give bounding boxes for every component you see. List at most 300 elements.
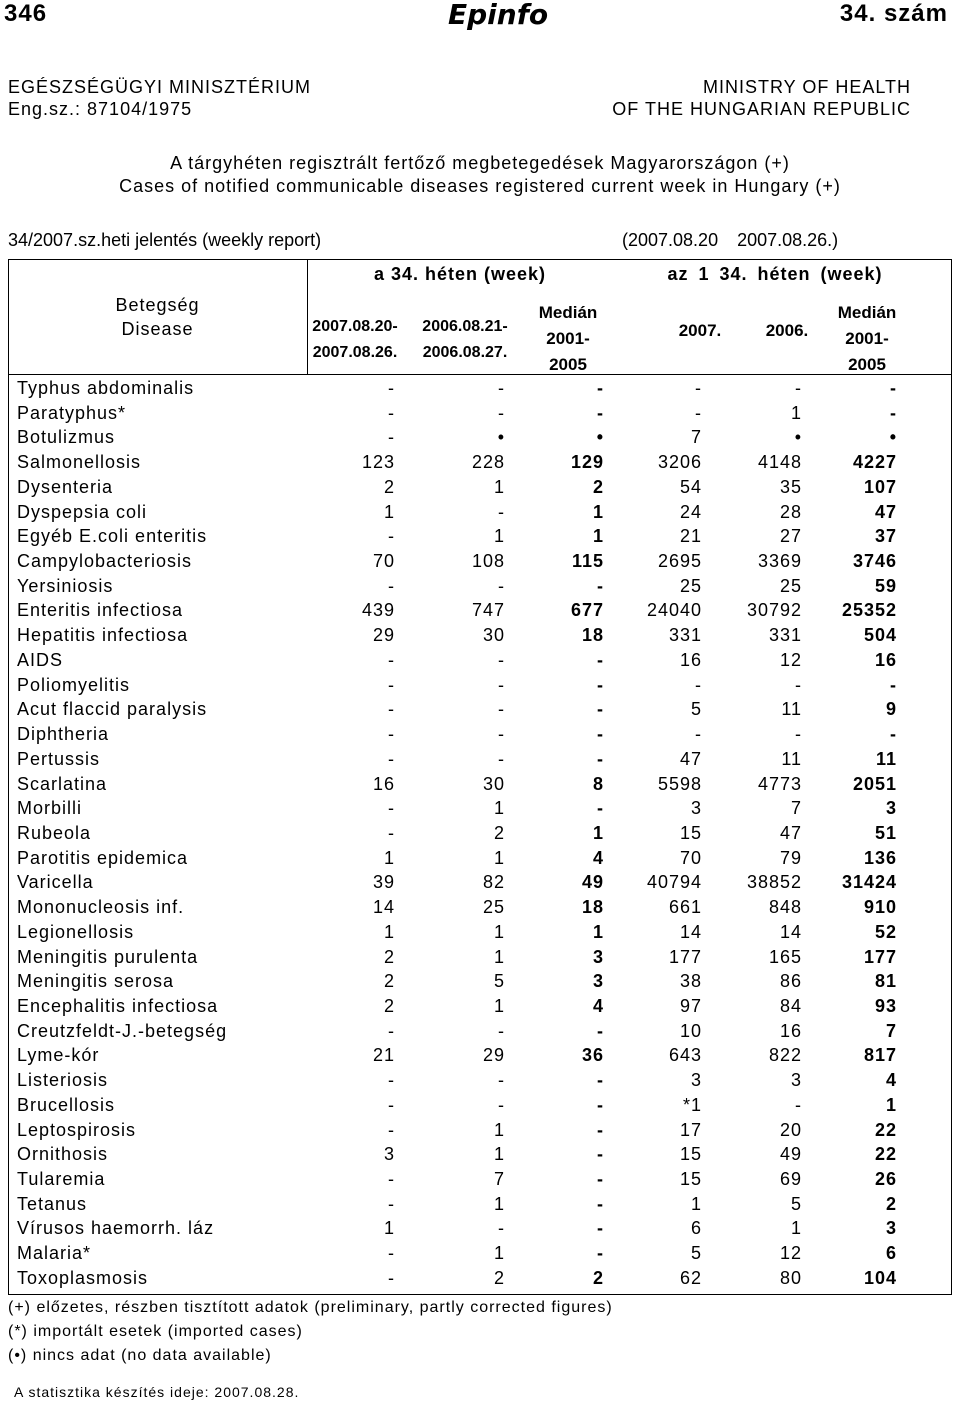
table-row [0, 922, 960, 947]
week-median-cell: - [597, 1218, 604, 1239]
cumulative-2007-cell: 3 [690, 798, 702, 819]
cumulative-median-cell: 26 [874, 1169, 897, 1190]
cumulative-median-cell: 2 [885, 1193, 897, 1214]
week-2007-cell: 21 [372, 1045, 395, 1066]
cumulative-median-cell: - [890, 724, 897, 745]
week-2006-cell: - [498, 1094, 505, 1115]
table-row [0, 1045, 960, 1070]
week-2006-cell: 1 [493, 1193, 505, 1214]
week-2006-cell: 108 [471, 551, 505, 572]
cumulative-2007-cell: 24040 [646, 600, 702, 621]
week-2006-cell: 5 [493, 971, 505, 992]
week-median-cell: 18 [581, 897, 604, 918]
ministry-en-line2: OF THE HUNGARIAN REPUBLIC [612, 99, 911, 119]
cumulative-2006-cell: 822 [768, 1045, 802, 1066]
week-2006-cell: - [498, 575, 505, 596]
week-2007-cell: 3 [383, 1144, 395, 1165]
week-2007-cell: - [388, 1094, 395, 1115]
week-2006-cell: 30 [482, 625, 505, 646]
cumulative-median-cell: 16 [874, 649, 897, 670]
cumulative-2007-cell: 661 [668, 897, 702, 918]
cumulative-2006-cell: 28 [779, 501, 802, 522]
cumulative-2006-cell: 1 [790, 1218, 802, 1239]
col-header-week-2007-start: 2007.08.20- [312, 318, 398, 335]
table-row [0, 872, 960, 897]
cumulative-median-cell: 107 [863, 476, 897, 497]
generation-date: A statisztika készítés ideje: 2007.08.28. [14, 1384, 300, 1400]
cumulative-median-cell: - [890, 402, 897, 423]
disease-name-cell: Encephalitis infectiosa [17, 996, 219, 1016]
weekly-report-label: 34/2007.sz.heti jelentés (weekly report) [8, 230, 322, 250]
cumulative-2006-cell: 165 [768, 946, 802, 967]
week-median-cell: - [597, 724, 604, 745]
week-2006-cell: - [498, 1070, 505, 1091]
table-header-divider [8, 374, 952, 375]
week-2006-cell: - [498, 748, 505, 769]
cumulative-median-cell: • [889, 427, 897, 448]
registration-number: Eng.sz.: 87104/1975 [8, 99, 193, 119]
disease-name-cell: Dyspepsia coli [17, 501, 148, 522]
cumulative-median-cell: 817 [863, 1045, 897, 1066]
disease-header [9, 293, 306, 341]
cumulative-2006-cell: 16 [779, 1020, 802, 1041]
table-row [0, 1070, 960, 1095]
week-median-cell: - [597, 748, 604, 769]
cumulative-median-cell: 59 [874, 575, 897, 596]
week-2006-cell: 1 [493, 1144, 505, 1165]
week-2007-cell: 2 [383, 946, 395, 967]
cumulative-2007-cell: 24 [679, 501, 702, 522]
table-row [0, 675, 960, 700]
cumulative-2007-cell: 47 [679, 748, 702, 769]
week-2007-cell: - [388, 526, 395, 547]
week-2007-cell: - [388, 822, 395, 843]
week-2007-cell: - [388, 649, 395, 670]
week-median-cell: - [597, 798, 604, 819]
disease-name-cell: Brucellosis [17, 1094, 116, 1115]
week-2007-cell: - [388, 402, 395, 423]
week-2007-cell: - [388, 699, 395, 720]
cumulative-2007-cell: 15 [679, 1169, 702, 1190]
cumulative-2007-cell: - [695, 378, 702, 398]
week-median-cell: - [597, 649, 604, 670]
week-2006-cell: - [498, 378, 505, 398]
disease-name-cell: Legionellosis [17, 921, 135, 942]
cumulative-median-cell: - [890, 378, 897, 398]
cumulative-2007-cell: 15 [679, 822, 702, 843]
disease-name-cell: Poliomyelitis [17, 674, 131, 695]
week-median-cell: 1 [592, 921, 604, 942]
cumulative-2007-cell: 17 [679, 1119, 702, 1140]
cumulative-2007-cell: 2695 [657, 551, 702, 572]
week-2006-cell: 1 [493, 946, 505, 967]
week-median-cell: 3 [592, 971, 604, 992]
disease-name-cell: Lyme-kór [17, 1045, 100, 1066]
cumulative-2007-cell: 62 [679, 1267, 702, 1288]
cumulative-median-cell: 11 [875, 748, 897, 769]
col-header-median-label: Medián [538, 303, 598, 322]
cumulative-median-cell: 47 [874, 501, 897, 522]
week-2006-cell: - [498, 649, 505, 670]
table-row [0, 1218, 960, 1243]
table-row [0, 625, 960, 650]
cumulative-median-cell: 25352 [841, 600, 897, 621]
week-2006-cell: 82 [482, 872, 505, 893]
week-2006-cell: - [498, 501, 505, 522]
note-no-data: (•) nincs adat (no data available) [8, 1347, 272, 1364]
week-2006-cell: 1 [493, 526, 505, 547]
disease-name-cell: Botulizmus [17, 427, 116, 448]
week-median-cell: 36 [581, 1045, 604, 1066]
week-median-cell: - [597, 674, 604, 695]
week-2006-cell: 25 [482, 897, 505, 918]
cumulative-median-cell: 9 [885, 699, 897, 720]
disease-name-cell: Tularemia [17, 1169, 106, 1190]
week-2006-cell: • [497, 427, 505, 448]
week-median-cell: - [597, 1243, 604, 1264]
disease-name-cell: Yersiniosis [17, 575, 114, 596]
week-2006-cell: - [498, 402, 505, 423]
cumulative-2006-cell: 331 [768, 625, 802, 646]
cumulative-2007-cell: 5 [690, 699, 702, 720]
cumulative-2006-cell: 848 [768, 897, 802, 918]
table-row [0, 823, 960, 848]
cumulative-2006-cell: 47 [779, 822, 802, 843]
week-median-cell: - [597, 1119, 604, 1140]
cumulative-median-cell: 3 [885, 798, 897, 819]
cumulative-median-cell: 136 [863, 847, 897, 868]
disease-name-cell: Leptospirosis [17, 1119, 137, 1140]
disease-name-cell: Egyéb E.coli enteritis [17, 526, 208, 547]
week-2007-cell: 1 [383, 501, 395, 522]
cumulative-2007-cell: 643 [668, 1045, 702, 1066]
cumulative-2006-cell: - [795, 1094, 802, 1115]
table-row [0, 774, 960, 799]
table-row [0, 749, 960, 774]
cumulative-median-cell: - [890, 674, 897, 695]
disease-header-hu: Betegség [115, 295, 200, 315]
table-row [0, 378, 960, 403]
cumulative-2006-cell: 86 [779, 971, 802, 992]
table-row [0, 600, 960, 625]
week-2007-cell: - [388, 724, 395, 745]
cumulative-2006-cell: 3369 [757, 551, 802, 572]
col-header-week-2006 [420, 314, 510, 366]
week-median-cell: - [597, 1094, 604, 1115]
table-row [0, 996, 960, 1021]
week-2006-cell: 2 [493, 1267, 505, 1288]
cumulative-2007-cell: 3 [690, 1070, 702, 1091]
week-2006-cell: 2 [493, 822, 505, 843]
table-row [0, 798, 960, 823]
week-median-cell: - [597, 1169, 604, 1190]
disease-name-cell: Salmonellosis [17, 452, 142, 473]
week-median-cell: 4 [592, 847, 604, 868]
brand-logo: Epinfo [448, 0, 549, 31]
week-2007-cell: - [388, 1193, 395, 1214]
disease-name-cell: Meningitis serosa [17, 971, 175, 992]
week-2006-cell: 1 [493, 1243, 505, 1264]
cumulative-2007-cell: 21 [679, 526, 702, 547]
week-2007-cell: - [388, 748, 395, 769]
col-header-week-2006-start: 2006.08.21- [422, 318, 508, 335]
week-2007-cell: 439 [361, 600, 395, 621]
table-row [0, 699, 960, 724]
table-row [0, 576, 960, 601]
cumulative-2006-cell: - [795, 674, 802, 695]
cumulative-2007-cell: 177 [668, 946, 702, 967]
table-row [0, 452, 960, 477]
cumulative-median-cell: 177 [863, 946, 897, 967]
disease-name-cell: Scarlatina [17, 773, 108, 794]
week-2007-cell: 29 [372, 625, 395, 646]
cumulative-median-cell: 51 [874, 822, 897, 843]
disease-name-cell: Campylobacteriosis [17, 551, 193, 572]
disease-header-en: Disease [121, 319, 194, 339]
table-row [0, 502, 960, 527]
disease-name-cell: AIDS [17, 649, 64, 670]
week-2006-cell: 1 [493, 798, 505, 819]
title-en: Cases of notified communicable diseases registered current week in Hungary (+) [119, 176, 841, 196]
week-2007-cell: - [388, 798, 395, 819]
cumulative-2007-cell: 6 [690, 1218, 702, 1239]
week-2007-cell: 1 [383, 1218, 395, 1239]
cumulative-2007-cell: 97 [679, 996, 702, 1016]
col-header-median-to: 2005 [549, 355, 587, 374]
week-median-cell: 115 [571, 551, 604, 572]
week-2006-cell: - [498, 1218, 505, 1239]
disease-name-cell: Enteritis infectiosa [17, 600, 184, 621]
disease-name-cell: Acut flaccid paralysis [17, 699, 208, 720]
table-row [0, 1120, 960, 1145]
week-2007-cell: 1 [383, 847, 395, 868]
cumulative-2006-cell: 38852 [746, 872, 802, 893]
table-row [0, 848, 960, 873]
cumulative-median-cell: 104 [863, 1267, 897, 1288]
col-header-2006: 2006. [765, 321, 809, 340]
disease-name-cell: Hepatitis infectiosa [17, 625, 189, 646]
table-row [0, 897, 960, 922]
week-median-cell: - [597, 378, 604, 398]
table-row [0, 1095, 960, 1120]
cumulative-median-cell: 1 [885, 1094, 897, 1115]
cumulative-median-cell: 910 [863, 897, 897, 918]
cumulative-median-cell: 22 [874, 1119, 897, 1140]
week-2007-cell: - [388, 427, 395, 448]
cumulative-median-cell: 37 [874, 526, 897, 547]
week-2006-cell: 1 [493, 996, 505, 1016]
group-header-week: a 34. héten (week) [373, 264, 547, 284]
cumulative-2006-cell: - [795, 724, 802, 745]
table-row [0, 526, 960, 551]
cumulative-2006-cell: 20 [779, 1119, 802, 1140]
cumulative-2007-cell: 16 [679, 649, 702, 670]
week-2006-cell: - [498, 1020, 505, 1041]
week-2007-cell: - [388, 378, 395, 398]
disease-name-cell: Paratyphus* [17, 402, 127, 423]
week-2007-cell: 70 [372, 551, 395, 572]
week-median-cell: 1 [592, 526, 604, 547]
cumulative-median-cell: 3746 [852, 551, 897, 572]
week-median-cell: - [597, 575, 604, 596]
week-median-cell: 49 [581, 872, 604, 893]
week-2007-cell: 2 [383, 971, 395, 992]
week-2006-cell: 228 [471, 452, 505, 473]
cumulative-2006-cell: 4148 [757, 452, 802, 473]
table-row [0, 427, 960, 452]
cumulative-2006-cell: 49 [779, 1144, 802, 1165]
week-2007-cell: 16 [372, 773, 395, 794]
cumulative-median-cell: 81 [874, 971, 897, 992]
cumulative-2007-cell: 5598 [657, 773, 702, 794]
cumulative-2006-cell: 25 [779, 575, 802, 596]
week-median-cell: - [597, 402, 604, 423]
note-preliminary: (+) előzetes, részben tisztított adatok (preliminary, partly corrected figures) [8, 1299, 613, 1316]
week-2007-cell: - [388, 1119, 395, 1140]
cumulative-2006-cell: 84 [779, 996, 802, 1016]
cumulative-median-cell: 52 [874, 921, 897, 942]
table-row [0, 551, 960, 576]
cumulative-median-cell: 7 [885, 1020, 897, 1041]
cumulative-2006-cell: 12 [779, 1243, 802, 1264]
week-2006-cell: 29 [482, 1045, 505, 1066]
week-2006-cell: - [498, 724, 505, 745]
note-imported: (*) importált esetek (imported cases) [8, 1323, 303, 1340]
cumulative-2007-cell: 40794 [646, 872, 702, 893]
disease-name-cell: Vírusos haemorrh. láz [17, 1218, 215, 1239]
week-2007-cell: - [388, 575, 395, 596]
week-2007-cell: 14 [372, 897, 395, 918]
cumulative-2007-cell: 38 [679, 971, 702, 992]
cumulative-2007-cell: 15 [679, 1144, 702, 1165]
cumulative-2007-cell: - [695, 402, 702, 423]
cumulative-2006-cell: 35 [779, 476, 802, 497]
table-row [0, 947, 960, 972]
table-row [0, 1021, 960, 1046]
week-2006-cell: 1 [493, 921, 505, 942]
week-2007-cell: - [388, 1070, 395, 1091]
week-2007-cell: 2 [383, 996, 395, 1016]
cumulative-median-cell: 31424 [841, 872, 897, 893]
page-number: 346 [4, 0, 48, 27]
week-median-cell: - [597, 1070, 604, 1091]
week-2007-cell: - [388, 1169, 395, 1190]
cumulative-2007-cell: 3206 [657, 452, 702, 473]
ministry-en-line1: MINISTRY OF HEALTH [702, 77, 911, 97]
cumulative-2007-cell: 1 [690, 1193, 702, 1214]
col-header-week-2006-end: 2006.08.27. [422, 344, 508, 361]
week-2007-cell: 1 [383, 921, 395, 942]
week-2006-cell: 1 [493, 476, 505, 497]
cumulative-2006-cell: 14 [779, 921, 802, 942]
col-header-week-2007-end: 2007.08.26. [312, 344, 398, 361]
week-median-cell: • [596, 427, 604, 448]
cumulative-2007-cell: 54 [679, 476, 702, 497]
disease-name-cell: Creutzfeldt-J.-betegség [17, 1020, 228, 1041]
cumulative-median-cell: 4 [885, 1070, 897, 1091]
cumulative-2007-cell: 70 [679, 847, 702, 868]
cumulative-2006-cell: 30792 [746, 600, 802, 621]
week-median-cell: 1 [592, 501, 604, 522]
week-2007-cell: 123 [361, 452, 395, 473]
table-row [0, 1144, 960, 1169]
cumulative-2006-cell: 27 [779, 526, 802, 547]
cumulative-median-cell: 6 [885, 1243, 897, 1264]
cumulative-2007-cell: 14 [679, 921, 702, 942]
disease-name-cell: Rubeola [17, 822, 92, 843]
table-row [0, 724, 960, 749]
cumulative-2007-cell: 7 [690, 427, 702, 448]
table-row [0, 650, 960, 675]
disease-name-cell: Ornithosis [17, 1144, 109, 1165]
table-row [0, 403, 960, 428]
table-row [0, 477, 960, 502]
week-2006-cell: 30 [482, 773, 505, 794]
cumulative-2006-cell: - [795, 378, 802, 398]
issue-number: 34. szám [839, 0, 948, 27]
disease-name-cell: Varicella [17, 872, 94, 893]
week-2007-cell: 2 [383, 476, 395, 497]
cumulative-2006-cell: • [794, 427, 802, 448]
week-2006-cell: - [498, 699, 505, 720]
week-median-cell: - [597, 699, 604, 720]
cumulative-median-cell: 93 [874, 996, 897, 1016]
cumulative-2006-cell: 11 [781, 748, 802, 769]
col-header-cumulative-median-label: Medián [837, 303, 897, 322]
disease-name-cell: Diphtheria [17, 724, 110, 745]
week-2006-cell: 1 [493, 1119, 505, 1140]
disease-name-cell: Tetanus [17, 1193, 88, 1214]
cumulative-2007-cell: 25 [679, 575, 702, 596]
cumulative-2007-cell: 331 [668, 625, 702, 646]
table-row [0, 1243, 960, 1268]
week-2007-cell: 39 [372, 872, 395, 893]
table-row [0, 1194, 960, 1219]
cumulative-2006-cell: 11 [781, 699, 802, 720]
week-2007-cell: - [388, 1020, 395, 1041]
week-median-cell: 18 [581, 625, 604, 646]
col-header-cumulative-median [822, 300, 912, 378]
cumulative-2006-cell: 69 [779, 1169, 802, 1190]
week-2007-cell: - [388, 674, 395, 695]
week-2006-cell: 747 [471, 600, 505, 621]
col-header-week-2007 [310, 314, 400, 366]
week-2006-cell: 7 [493, 1169, 505, 1190]
col-header-median-from: 2001- [546, 329, 590, 348]
cumulative-median-cell: 22 [874, 1144, 897, 1165]
table-row [0, 971, 960, 996]
ministry-hu: EGÉSZSÉGÜGYI MINISZTÉRIUM [8, 77, 312, 97]
disease-name-cell: Listeriosis [17, 1070, 109, 1091]
disease-name-cell: Malaria* [17, 1243, 92, 1264]
col-header-median [523, 300, 613, 378]
week-median-cell: 677 [570, 600, 604, 621]
table-divider [307, 259, 308, 374]
week-median-cell: 129 [570, 452, 604, 473]
week-median-cell: - [597, 1020, 604, 1041]
cumulative-2007-cell: 5 [690, 1243, 702, 1264]
disease-name-cell: Morbilli [17, 798, 83, 819]
week-median-cell: 1 [592, 822, 604, 843]
week-median-cell: 2 [592, 476, 604, 497]
cumulative-2007-cell: 10 [679, 1020, 702, 1041]
cumulative-2007-cell: - [695, 724, 702, 745]
disease-name-cell: Pertussis [17, 748, 101, 769]
report-period: (2007.08.20 2007.08.26.) [622, 230, 839, 250]
cumulative-2006-cell: 3 [790, 1070, 802, 1091]
disease-name-cell: Mononucleosis inf. [17, 897, 185, 918]
table-row [0, 1169, 960, 1194]
